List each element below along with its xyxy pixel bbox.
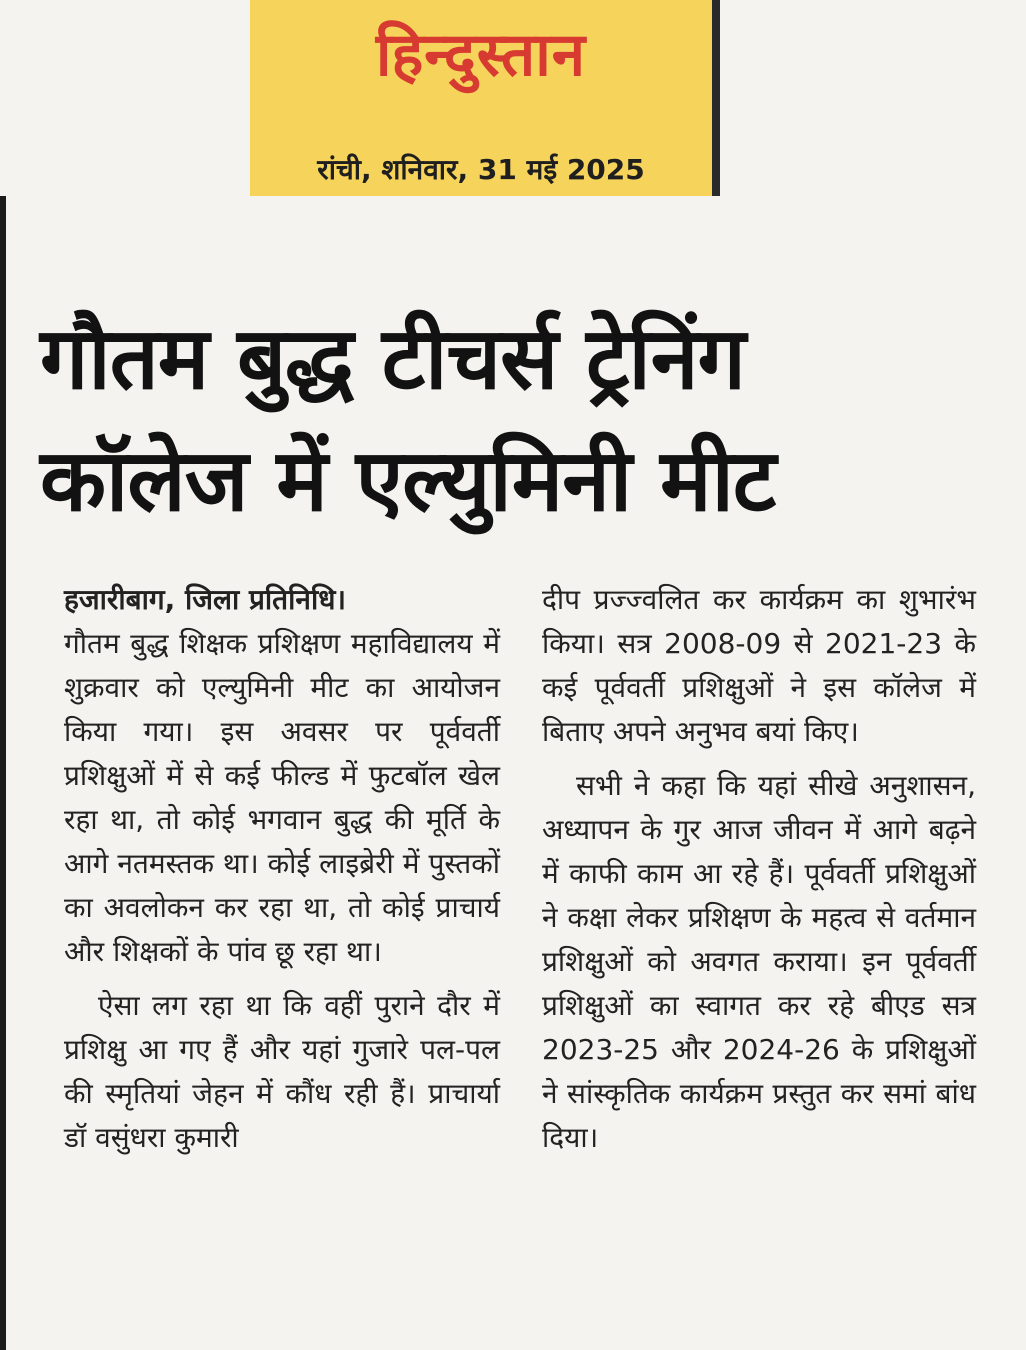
- dateline: रांची, शनिवार, 31 मई 2025: [317, 153, 645, 186]
- masthead: [250, 0, 720, 196]
- headline-line-1: गौतम बुद्ध टीचर्स ट्रेनिंग: [40, 308, 745, 409]
- newspaper-logo: हिन्दुस्तान: [375, 20, 587, 90]
- column-right-paragraph-2: सभी ने कहा कि यहां सीखे अनुशासन, अध्यापन के गुर आज जीवन में आगे बढ़ने में काफी काम आ रहे हैं। पूर्ववर्ती प्रशिक्षुओं ने कक्षा लेकर प्रशिक्षण के महत्व से वर्तमान प्रशिक्षुओं को अवगत कराया। इन पूर्ववर्ती प्रशिक्षुओं का स्वागत कर रहे बीएड सत्र 2023-25 और 2024-26 के प्रशिक्षुओं ने सांस्कृतिक कार्यक्रम प्रस्तुत कर समां बांध दिया।: [542, 769, 976, 1154]
- column-left-paragraph-2: ऐसा लग रहा था कि वहीं पुराने दौर में प्रशिक्षु आ गए हैं और यहां गुजारे पल-पल की स्मृतियां जेहन में कौंध रही हैं। प्राचार्या डॉ वसुंधरा कुमारी: [64, 989, 500, 1154]
- headline: [40, 298, 1000, 542]
- article-column-right: [542, 578, 976, 1160]
- byline: हजारीबाग, जिला प्रतिनिधि।: [64, 583, 347, 616]
- column-right-paragraph-1: दीप प्रज्ज्वलित कर कार्यक्रम का शुभारंभ किया। सत्र 2008-09 से 2021-23 के कई पूर्ववर्ती प्रशिक्षुओं ने इस कॉलेज में बिताए अपने अनुभव बयां किए।: [542, 583, 976, 748]
- article-column-left: [64, 578, 500, 1160]
- headline-line-2: कॉलेज में एल्युमिनी मीट: [40, 430, 776, 531]
- column-left-paragraph-1: गौतम बुद्ध शिक्षक प्रशिक्षण महाविद्यालय में शुक्रवार को एल्युमिनी मीट का आयोजन किया गया। इस अवसर पर पूर्ववर्ती प्रशिक्षुओं में से कई फील्ड में फुटबॉल खेल रहा था, तो कोई भगवान बुद्ध की मूर्ति के आगे नतमस्तक था। कोई लाइब्रेरी में पुस्तकों का अवलोकन कर रहा था, तो कोई प्राचार्य और शिक्षकों के पांव छू रहा था।: [64, 627, 500, 968]
- page-edge-divider: [0, 196, 6, 1350]
